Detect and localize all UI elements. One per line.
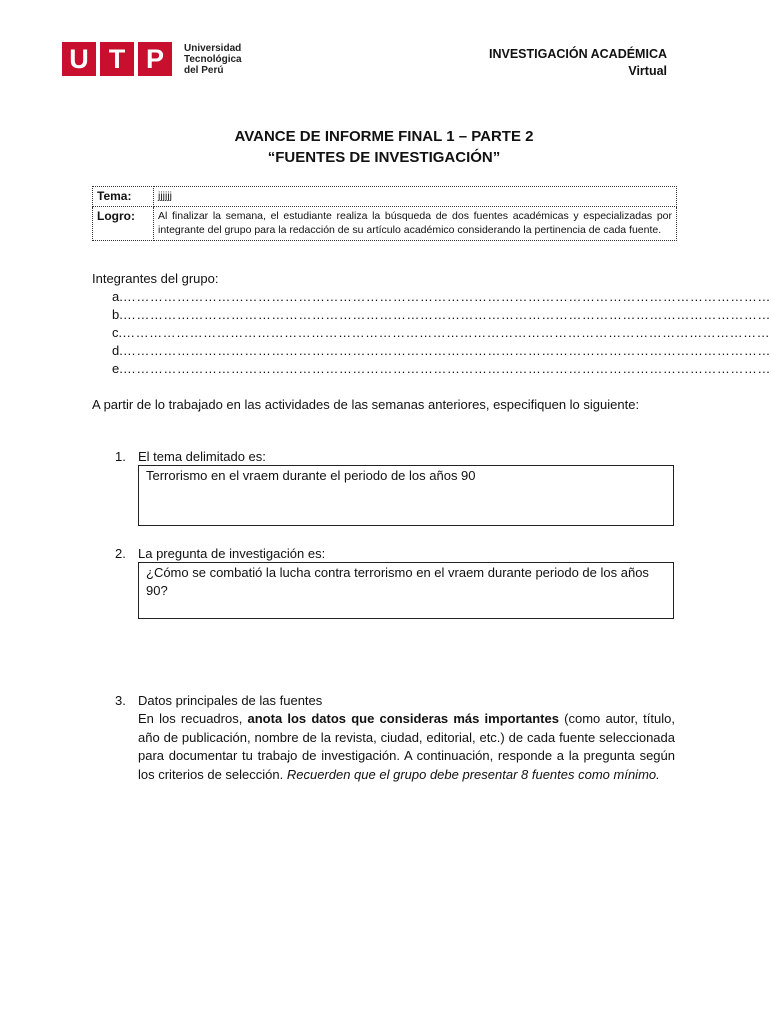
list-item (112, 342, 771, 360)
q1-heading (115, 448, 266, 466)
logro-label: Logro: (93, 206, 154, 240)
member-letter: b. (112, 307, 123, 322)
member-letter: c. (112, 325, 123, 340)
logo-letter-u: U (62, 42, 96, 76)
member-blank: ……………………………………………………………………………………………………………………………… (122, 325, 771, 340)
member-blank: ……………………………………………………………………………………………………………………………… (122, 361, 771, 376)
tema-label: Tema: (93, 187, 154, 207)
title-line-2: “FUENTES DE INVESTIGACIÓN” (267, 149, 501, 166)
member-letter: d. (112, 343, 123, 358)
logo-letter-t: T (100, 42, 134, 76)
q3-label: Datos principales de las fuentes (138, 693, 323, 708)
document-title (0, 126, 768, 168)
member-letter: e. (112, 361, 123, 376)
q2-number: 2. (115, 546, 126, 561)
logo-university-name (184, 43, 242, 76)
members-label: Integrantes del grupo: (92, 271, 219, 286)
q1-answer: Terrorismo en el vraem durante el periodo de los años 90 (146, 468, 476, 483)
member-blank: ……………………………………………………………………………………………………………………………… (122, 307, 771, 322)
intro-paragraph: A partir de lo trabajado en las actividades de las semanas anteriores, especifiquen lo siguiente: (92, 397, 640, 412)
member-letter: a. (112, 289, 123, 304)
q2-answer: ¿Cómo se combatió la lucha contra terrorismo en el vraem durante periodo de los años 90? (146, 565, 649, 598)
q3-text-bold: anota los datos que consideras más importantes (247, 711, 559, 726)
q3-text-b: (como autor, título, año de publicación, nombre de la revista, ciudad, editorial, etc.) de cada fuente seleccionada para documentar tu trabajo de investigación. A continuación, responde a la pregunta según los criterios de selección. (138, 711, 675, 782)
q3-text-italic: Recuerden que el grupo debe presentar 8 fuentes como mínimo. (286, 766, 660, 782)
title-line-1: AVANCE DE INFORME FINAL 1 – PARTE 2 (234, 128, 534, 145)
list-item (112, 306, 771, 324)
list-item (112, 360, 771, 378)
q1-answer-box[interactable] (138, 465, 674, 526)
q1-label: El tema delimitado es: (138, 449, 266, 464)
logro-row (93, 206, 677, 240)
q3-number: 3. (115, 693, 126, 708)
q3-heading (115, 692, 322, 710)
info-table (92, 186, 677, 241)
course-mode: Virtual (628, 64, 667, 78)
logo-name-line: del Perú (184, 64, 224, 76)
q2-answer-box[interactable] (138, 562, 674, 619)
member-blank: ……………………………………………………………………………………………………………………………… (122, 289, 771, 304)
q2-label: La pregunta de investigación es: (138, 546, 326, 561)
header-course-info (489, 46, 667, 80)
q3-text-a: En los recuadros, (138, 711, 248, 726)
list-item (112, 288, 771, 306)
tema-row (93, 187, 677, 207)
q1-number: 1. (115, 449, 126, 464)
logro-value: Al finalizar la semana, el estudiante realiza la búsqueda de dos fuentes académicas y especializadas por integrante del grupo para la redacción de su artículo académico considerando la pertinencia de cada fuente. (154, 206, 677, 240)
course-name: INVESTIGACIÓN ACADÉMICA (488, 47, 667, 61)
members-list (112, 288, 771, 378)
list-item (112, 324, 771, 342)
member-blank: ……………………………………………………………………………………………………………………………… (122, 343, 771, 358)
tema-value: jjjjjj (154, 187, 677, 207)
q2-heading (115, 545, 325, 563)
q3-instructions (138, 710, 675, 784)
utp-logo (62, 42, 242, 76)
logo-letter-p: P (138, 42, 172, 76)
logo-name-line: Universidad (184, 42, 242, 54)
logo-name-line: Tecnológica (184, 53, 242, 65)
